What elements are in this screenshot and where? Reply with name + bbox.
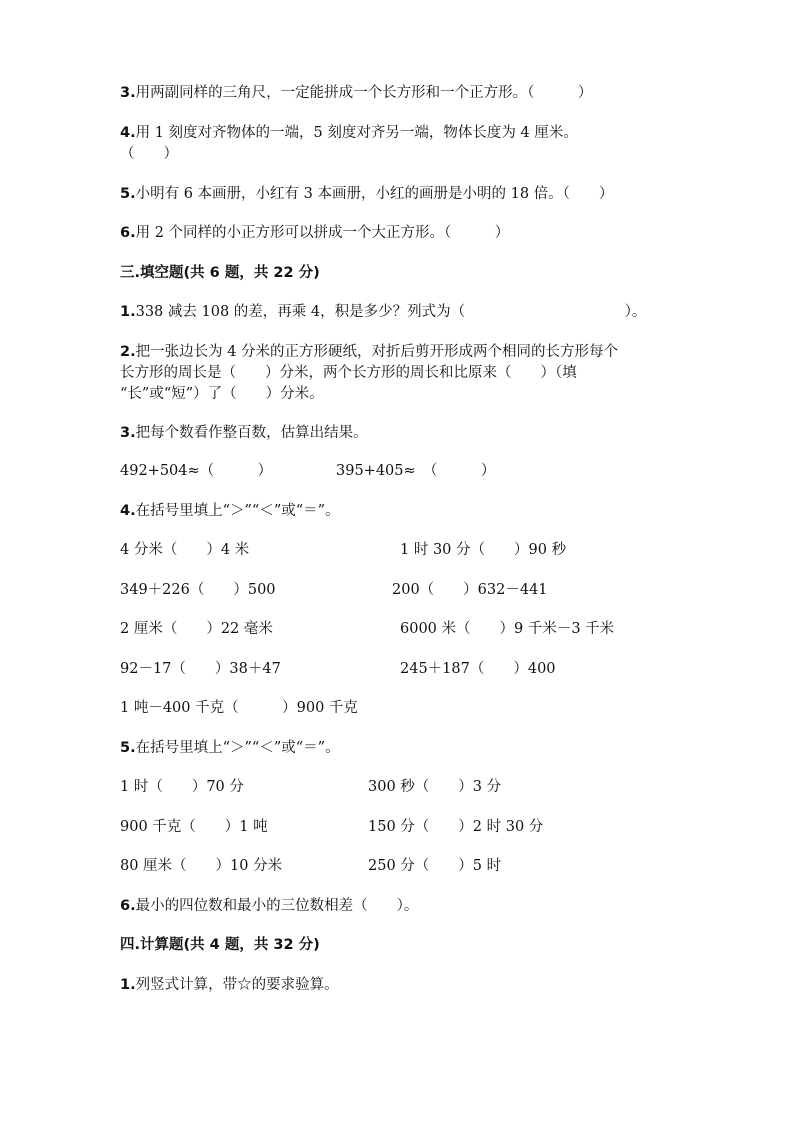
section-title-fill-in: 三.填空题(共 6 题，共 22 分): [120, 265, 320, 281]
compare-item: 245＋187（ ）400: [400, 661, 556, 677]
question-number: 4.: [120, 503, 136, 519]
compare-item: 92－17（ ）38＋47: [120, 661, 281, 677]
question-judge-4-answer: （ ）: [120, 146, 178, 162]
section-title-calculation: 四.计算题(共 4 题，共 32 分): [120, 937, 320, 953]
question-text: 最小的四位数和最小的三位数相差（ ）。: [135, 898, 419, 914]
question-number: 6.: [120, 225, 136, 241]
question-number: 5.: [120, 740, 136, 756]
question-fill-5: [120, 739, 340, 757]
compare-item: 1 时 30 分（ ）90 秒: [400, 542, 567, 558]
question-fill-6: [120, 897, 418, 915]
question-number: 2.: [120, 344, 136, 360]
question-number: 3.: [120, 85, 136, 101]
question-text: 把每个数看作整百数，估算出结果。: [135, 425, 368, 441]
compare-item: 349＋226（ ）500: [120, 582, 276, 598]
compare-item: 1 时（ ）70 分: [120, 779, 244, 795]
question-text: 在括号里填上“＞”“＜”或“＝”。: [135, 740, 340, 756]
question-number: 1.: [120, 977, 136, 993]
question-number: 5.: [120, 186, 136, 202]
question-fill-3: [120, 424, 368, 442]
question-text: 在括号里填上“＞”“＜”或“＝”。: [135, 503, 340, 519]
question-fill-2-line3: “长”或“短”）了（ ）分米。: [120, 386, 324, 402]
compare-item: 80 厘米（ ）10 分米: [120, 858, 283, 874]
question-text: 列竖式计算，带☆的要求验算。: [135, 977, 339, 993]
compare-item: 150 分（ ）2 时 30 分: [368, 819, 544, 835]
question-judge-6: [120, 224, 509, 242]
question-judge-4: [120, 124, 578, 142]
question-fill-4: [120, 502, 340, 520]
compare-item: 4 分米（ ）4 米: [120, 542, 250, 558]
compare-item: 250 分（ ）5 时: [368, 858, 502, 874]
compare-item: 2 厘米（ ）22 毫米: [120, 621, 273, 637]
question-fill-2: [120, 343, 618, 361]
question-judge-3: [120, 84, 592, 102]
question-text: 338 减去 108 的差，再乘 4，积是多少？列式为（ ）。: [135, 304, 647, 320]
question-number: 6.: [120, 898, 136, 914]
question-number: 3.: [120, 425, 136, 441]
question-judge-5: [120, 185, 613, 203]
compare-item: 1 吨－400 千克（ ）900 千克: [120, 700, 358, 716]
question-number: 4.: [120, 125, 136, 141]
question-calc-1: [120, 976, 339, 994]
compare-item: 6000 米（ ）9 千米－3 千米: [400, 621, 615, 637]
estimate-item: 492+504≈（ ）: [120, 463, 273, 479]
compare-item: 200（ ）632－441: [392, 582, 548, 598]
compare-item: 900 千克（ ）1 吨: [120, 819, 268, 835]
question-text: 用 1 刻度对齐物体的一端，5 刻度对齐另一端，物体长度为 4 厘米。: [135, 125, 578, 141]
question-text: 把一张边长为 4 分米的正方形硬纸，对折后剪开形成两个相同的长方形每个: [135, 344, 619, 360]
compare-item: 300 秒（ ）3 分: [368, 779, 502, 795]
question-text: 小明有 6 本画册，小红有 3 本画册，小红的画册是小明的 18 倍。（ ）: [135, 186, 614, 202]
question-fill-1: [120, 303, 646, 321]
estimate-item: 395+405≈ （ ）: [336, 463, 496, 479]
question-text: 用 2 个同样的小正方形可以拼成一个大正方形。（ ）: [135, 225, 510, 241]
question-fill-2-line2: 长方形的周长是（ ）分米，两个长方形的周长和比原来（ ）（填: [120, 365, 577, 381]
question-text: 用两副同样的三角尺，一定能拼成一个长方形和一个正方形。（ ）: [135, 85, 593, 101]
question-number: 1.: [120, 304, 136, 320]
